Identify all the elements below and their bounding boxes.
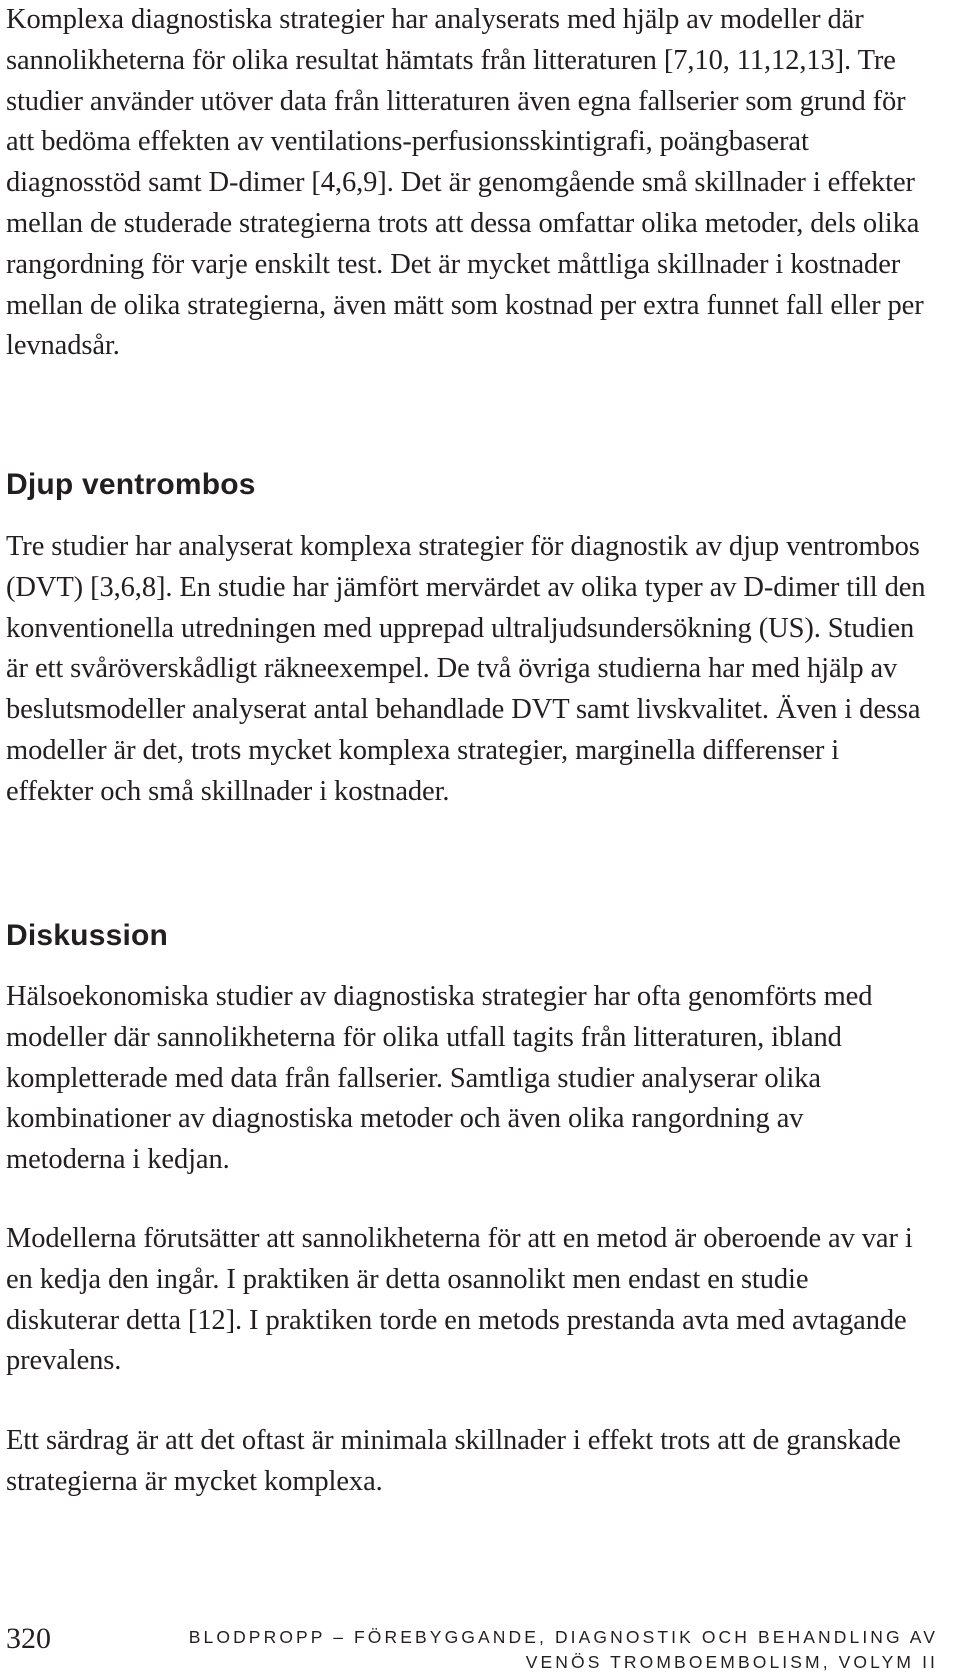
paragraph-discussion-2: Modellerna förutsätter att sannolikheterna för att en metod är oberoende av var i en kedja den ingår. I praktiken är detta osannolikt men endast en studie diskuterar detta [12]. I praktiken torde en metods prestanda avta med avtagande prevalens. [6,1223,913,1377]
heading-diskussion: Diskussion [6,919,169,952]
paragraph-discussion-1: Hälsoekonomiska studier av diagnostiska strategier har ofta genomförts med modeller där sannolikheterna för olika utfall tagits från litteraturen, ibland kompletterade med data från fallserier. Samtliga studier analyserar olika kombinationer av diagnostiska metoder och även olika rangordning av metoderna i kedjan. [6,981,873,1176]
paragraph-discussion-3: Ett särdrag är att det oftast är minimala skillnader i effekt trots att de granskade strategierna är mycket komplexa. [6,1425,901,1497]
page-number: 320 [6,1622,51,1655]
paragraph-strategies: Komplexa diagnostiska strategier har analyserats med hjälp av modeller där sannolikheterna för olika resultat hämtats från litteraturen [7,10, 11,12,13]. Tre studier använder utöver data från litteraturen även egna fallserier som grund för att bedöma effekten av ventilations-perfusionsskintigrafi, poängbaserat diagnosstöd samt D-dimer [4,6,9]. Det är genomgående små skillnader i effekter mellan de studerade strategierna trots att dessa omfattar olika metoder, dels olika rangordning för varje enskilt test. Det är mycket måttliga skillnader i kostnader mellan de olika strategierna, även mätt som kostnad per extra funnet fall eller per levnadsår. [6,4,924,362]
running-title-line-2: VENÖS TROMBOEMBOLISM, VOLYM II [525,1652,938,1672]
heading-djup-ventrombos: Djup ventrombos [6,468,256,501]
running-title-line-1: BLODPROPP – FÖREBYGGANDE, DIAGNOSTIK OCH BEHANDLING AV [188,1627,938,1647]
page-footer [0,1620,960,1675]
running-title [189,1625,938,1675]
paragraph-dvt: Tre studier har analyserat komplexa strategier för diagnostik av djup ventrombos (DVT) [3,6,8]. En studie har jämfört mervärdet av olika typer av D-dimer till den konventionella utredningen med upprepad ultraljudsundersökning (US). Studien är ett svåröverskådligt räkneexempel. De två övriga studierna har med hjälp av beslutsmodeller analyserat antal behandlade DVT samt livskvalitet. Även i dessa modeller är det, trots mycket komplexa strategier, marginella differenser i effekter och små skillnader i kostnader. [6,531,926,807]
